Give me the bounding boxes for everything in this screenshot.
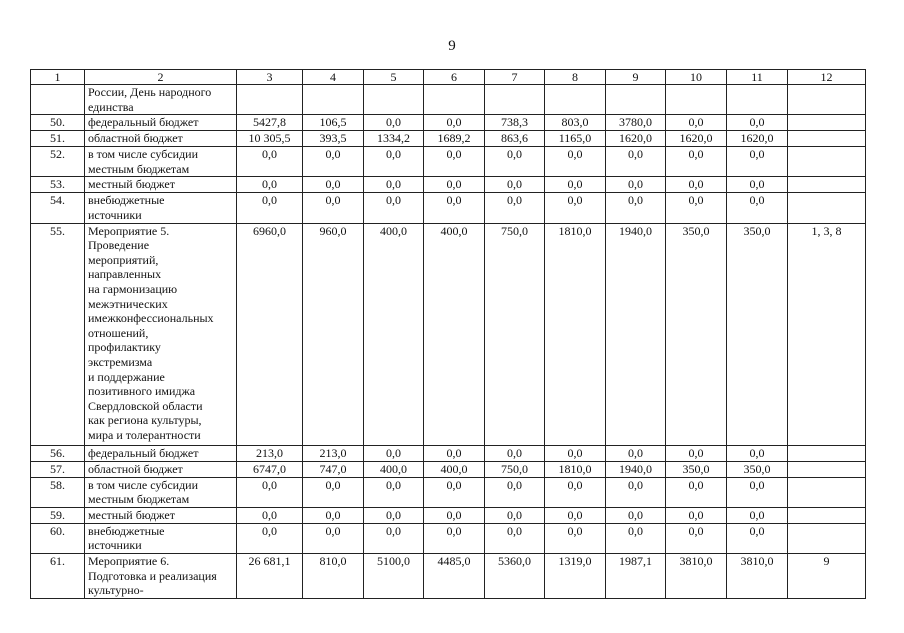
column-number: 5	[364, 70, 424, 85]
target-indicator-cell	[788, 177, 866, 193]
target-indicator-cell	[788, 477, 866, 507]
amount-cell: 0,0	[303, 523, 364, 553]
row-number-cell: 51.	[31, 131, 85, 147]
amount-cell: 350,0	[727, 461, 788, 477]
row-number-cell: 58.	[31, 477, 85, 507]
amount-cell: 0,0	[485, 507, 545, 523]
amount-cell: 0,0	[237, 193, 303, 223]
amount-cell: 0,0	[424, 523, 485, 553]
target-indicator-cell	[788, 193, 866, 223]
row-number-cell: 61.	[31, 553, 85, 598]
amount-cell: 1165,0	[545, 131, 606, 147]
amount-cell: 0,0	[485, 177, 545, 193]
amount-cell: 400,0	[424, 461, 485, 477]
amount-cell: 393,5	[303, 131, 364, 147]
target-indicator-cell: 9	[788, 553, 866, 598]
amount-cell: 0,0	[545, 193, 606, 223]
amount-cell: 0,0	[485, 193, 545, 223]
amount-cell: 0,0	[303, 147, 364, 177]
amount-cell: 0,0	[364, 147, 424, 177]
amount-cell: 350,0	[727, 223, 788, 445]
amount-cell: 1810,0	[545, 461, 606, 477]
amount-cell: 0,0	[237, 477, 303, 507]
amount-cell: 0,0	[237, 507, 303, 523]
item-name-cell: в том числе субсидии местным бюджетам	[85, 147, 237, 177]
amount-cell: 0,0	[606, 523, 666, 553]
amount-cell: 1620,0	[606, 131, 666, 147]
amount-cell: 0,0	[666, 445, 727, 461]
amount-cell: 0,0	[606, 177, 666, 193]
amount-cell: 738,3	[485, 115, 545, 131]
amount-cell	[606, 85, 666, 115]
column-number: 4	[303, 70, 364, 85]
amount-cell: 1940,0	[606, 223, 666, 445]
amount-cell: 0,0	[666, 193, 727, 223]
table-row	[31, 461, 866, 477]
column-number: 2	[85, 70, 237, 85]
item-name-cell: в том числе субсидии местным бюджетам	[85, 477, 237, 507]
amount-cell: 0,0	[364, 177, 424, 193]
item-name-cell: областной бюджет	[85, 461, 237, 477]
row-number-cell: 59.	[31, 507, 85, 523]
amount-cell: 350,0	[666, 223, 727, 445]
target-indicator-cell: 1, 3, 8	[788, 223, 866, 445]
item-name-cell: Мероприятие 5. Проведение мероприятий, направленных на гармонизацию межэтнических имежконфессиональных отношений, профилактику экстремизма и поддержание позитивного имиджа Свердловской области как региона культуры, мира и толерантности	[85, 223, 237, 445]
amount-cell: 0,0	[364, 477, 424, 507]
amount-cell: 0,0	[545, 477, 606, 507]
amount-cell: 0,0	[727, 177, 788, 193]
budget-table	[30, 69, 866, 599]
column-number: 9	[606, 70, 666, 85]
row-number-cell: 50.	[31, 115, 85, 131]
target-indicator-cell	[788, 461, 866, 477]
target-indicator-cell	[788, 85, 866, 115]
amount-cell: 0,0	[364, 523, 424, 553]
amount-cell: 0,0	[727, 523, 788, 553]
row-number-cell: 53.	[31, 177, 85, 193]
amount-cell: 26 681,1	[237, 553, 303, 598]
amount-cell: 0,0	[606, 477, 666, 507]
amount-cell: 0,0	[666, 523, 727, 553]
table-row	[31, 193, 866, 223]
amount-cell: 1620,0	[727, 131, 788, 147]
amount-cell: 0,0	[303, 193, 364, 223]
amount-cell: 400,0	[364, 223, 424, 445]
amount-cell: 0,0	[424, 445, 485, 461]
amount-cell	[666, 85, 727, 115]
item-name-cell: федеральный бюджет	[85, 445, 237, 461]
item-name-cell: Мероприятие 6. Подготовка и реализация культурно-	[85, 553, 237, 598]
amount-cell: 5360,0	[485, 553, 545, 598]
amount-cell: 0,0	[424, 115, 485, 131]
amount-cell: 0,0	[727, 477, 788, 507]
amount-cell: 0,0	[424, 193, 485, 223]
amount-cell: 213,0	[237, 445, 303, 461]
amount-cell: 0,0	[545, 445, 606, 461]
table-row	[31, 553, 866, 598]
amount-cell: 0,0	[727, 115, 788, 131]
item-name-cell: федеральный бюджет	[85, 115, 237, 131]
amount-cell: 1810,0	[545, 223, 606, 445]
target-indicator-cell	[788, 523, 866, 553]
amount-cell: 0,0	[727, 193, 788, 223]
column-number: 8	[545, 70, 606, 85]
target-indicator-cell	[788, 445, 866, 461]
amount-cell: 0,0	[666, 177, 727, 193]
column-number: 3	[237, 70, 303, 85]
amount-cell: 0,0	[364, 507, 424, 523]
amount-cell: 0,0	[606, 445, 666, 461]
amount-cell	[485, 85, 545, 115]
amount-cell	[303, 85, 364, 115]
amount-cell: 10 305,5	[237, 131, 303, 147]
amount-cell: 0,0	[237, 523, 303, 553]
amount-cell: 106,5	[303, 115, 364, 131]
row-number-cell: 52.	[31, 147, 85, 177]
amount-cell: 863,6	[485, 131, 545, 147]
amount-cell: 0,0	[485, 523, 545, 553]
amount-cell: 0,0	[666, 507, 727, 523]
target-indicator-cell	[788, 507, 866, 523]
amount-cell: 3810,0	[666, 553, 727, 598]
amount-cell	[364, 85, 424, 115]
amount-cell: 0,0	[237, 147, 303, 177]
amount-cell: 400,0	[364, 461, 424, 477]
target-indicator-cell	[788, 131, 866, 147]
table-row	[31, 131, 866, 147]
amount-cell: 6960,0	[237, 223, 303, 445]
amount-cell: 0,0	[606, 507, 666, 523]
amount-cell: 0,0	[364, 193, 424, 223]
item-name-cell: местный бюджет	[85, 177, 237, 193]
amount-cell: 3780,0	[606, 115, 666, 131]
row-number-cell: 60.	[31, 523, 85, 553]
table-row	[31, 147, 866, 177]
amount-cell: 0,0	[666, 147, 727, 177]
amount-cell: 0,0	[727, 445, 788, 461]
amount-cell: 6747,0	[237, 461, 303, 477]
amount-cell: 0,0	[424, 507, 485, 523]
column-number: 11	[727, 70, 788, 85]
target-indicator-cell	[788, 147, 866, 177]
table-row	[31, 177, 866, 193]
amount-cell: 0,0	[545, 147, 606, 177]
amount-cell: 0,0	[424, 177, 485, 193]
amount-cell: 0,0	[606, 147, 666, 177]
amount-cell: 3810,0	[727, 553, 788, 598]
row-number-cell: 56.	[31, 445, 85, 461]
amount-cell: 750,0	[485, 223, 545, 445]
table-row	[31, 223, 866, 445]
amount-cell	[424, 85, 485, 115]
page-number: 9	[448, 38, 456, 54]
amount-cell: 350,0	[666, 461, 727, 477]
amount-cell: 0,0	[364, 445, 424, 461]
table-row	[31, 85, 866, 115]
row-number-cell: 54.	[31, 193, 85, 223]
amount-cell: 1620,0	[666, 131, 727, 147]
column-number: 10	[666, 70, 727, 85]
amount-cell: 0,0	[727, 507, 788, 523]
amount-cell: 0,0	[545, 177, 606, 193]
item-name-cell: областной бюджет	[85, 131, 237, 147]
amount-cell: 810,0	[303, 553, 364, 598]
amount-cell: 0,0	[485, 147, 545, 177]
amount-cell: 747,0	[303, 461, 364, 477]
row-number-cell: 57.	[31, 461, 85, 477]
item-name-cell: местный бюджет	[85, 507, 237, 523]
column-number: 1	[31, 70, 85, 85]
target-indicator-cell	[788, 115, 866, 131]
amount-cell: 803,0	[545, 115, 606, 131]
table-row	[31, 507, 866, 523]
amount-cell: 0,0	[303, 177, 364, 193]
amount-cell: 0,0	[303, 507, 364, 523]
column-number: 6	[424, 70, 485, 85]
amount-cell: 960,0	[303, 223, 364, 445]
amount-cell: 4485,0	[424, 553, 485, 598]
amount-cell: 0,0	[666, 115, 727, 131]
column-number: 12	[788, 70, 866, 85]
amount-cell: 0,0	[424, 147, 485, 177]
amount-cell	[237, 85, 303, 115]
row-number-cell	[31, 85, 85, 115]
amount-cell: 400,0	[424, 223, 485, 445]
amount-cell: 5100,0	[364, 553, 424, 598]
amount-cell: 0,0	[666, 477, 727, 507]
amount-cell: 0,0	[424, 477, 485, 507]
amount-cell: 0,0	[727, 147, 788, 177]
amount-cell: 0,0	[545, 523, 606, 553]
table-row	[31, 115, 866, 131]
item-name-cell: России, День народного единства	[85, 85, 237, 115]
item-name-cell: внебюджетные источники	[85, 193, 237, 223]
amount-cell: 1987,1	[606, 553, 666, 598]
amount-cell: 0,0	[485, 477, 545, 507]
amount-cell: 0,0	[606, 193, 666, 223]
amount-cell: 0,0	[303, 477, 364, 507]
table-row	[31, 523, 866, 553]
column-number: 7	[485, 70, 545, 85]
amount-cell	[545, 85, 606, 115]
amount-cell: 213,0	[303, 445, 364, 461]
amount-cell	[727, 85, 788, 115]
amount-cell: 750,0	[485, 461, 545, 477]
table-row	[31, 477, 866, 507]
table-header-row	[31, 70, 866, 85]
amount-cell: 1689,2	[424, 131, 485, 147]
amount-cell: 1319,0	[545, 553, 606, 598]
amount-cell: 5427,8	[237, 115, 303, 131]
row-number-cell: 55.	[31, 223, 85, 445]
amount-cell: 0,0	[237, 177, 303, 193]
amount-cell: 0,0	[485, 445, 545, 461]
amount-cell: 1940,0	[606, 461, 666, 477]
amount-cell: 0,0	[545, 507, 606, 523]
amount-cell: 0,0	[364, 115, 424, 131]
amount-cell: 1334,2	[364, 131, 424, 147]
table-row	[31, 445, 866, 461]
item-name-cell: внебюджетные источники	[85, 523, 237, 553]
